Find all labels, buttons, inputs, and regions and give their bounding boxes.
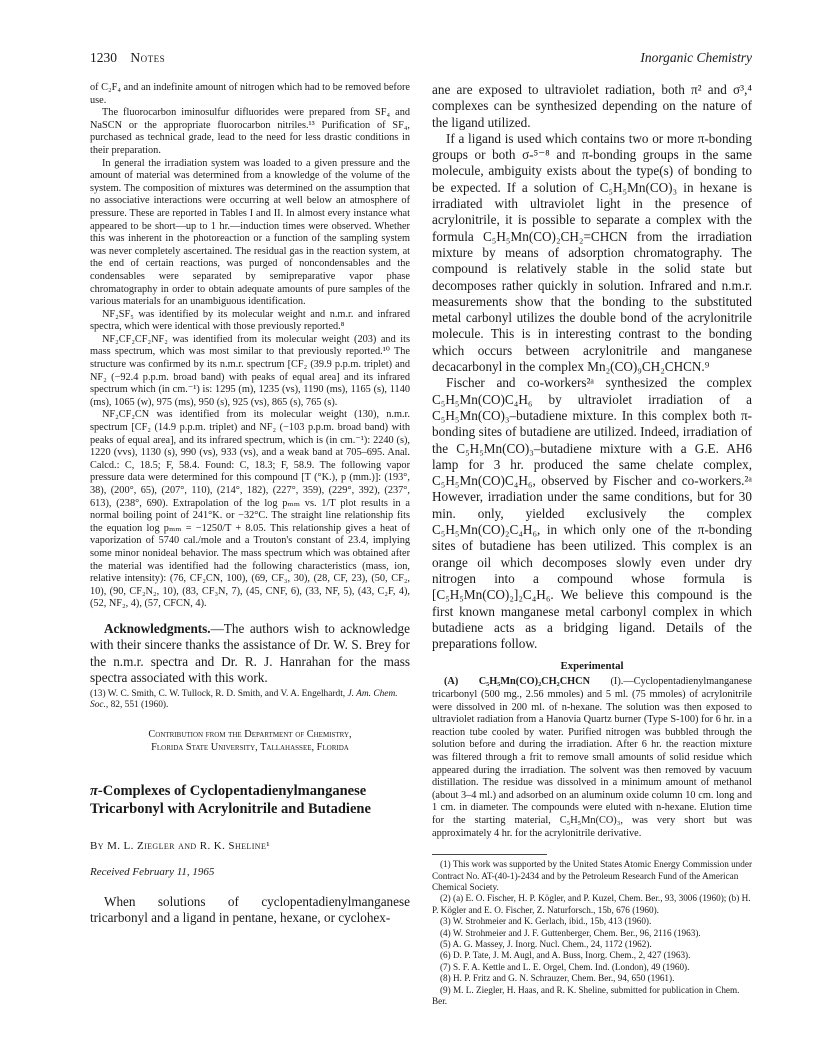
acknowledgments	[90, 621, 410, 686]
article-title	[90, 782, 410, 818]
acknowledgments-label: Acknowledgments.	[104, 620, 211, 636]
paragraph: of C₂F₄ and an indefinite amount of nitrogen which had to be removed before use.	[90, 82, 410, 106]
paragraph: NF₂CF₂CN was identified from its molecular weight (130), n.m.r. spectrum [CF₂ (14.9 p.p.m. triplet) and NF₂ (−103 p.p.m. broad band) with peaks of equal area], and its infrared spectrum, which is (in cm.⁻¹): 2240 (s), 1220 (vvs), 1130 (s), 990 (vs), 933 (vs), and a weak band at 705–695. Anal. Calcd.: C, 18.5; F, 58.4. Found: C, 18.3; F, 58.9. The following vapor pressure data were determined for this compound [T (°K.), p (mm.)]: (193°, 38), (200°, 65), (207°, 110), (214°, 182), (227°, 359), (229°, 392), (237°, 613), (238°, 690). Extrapolation of the log pₘₘ vs. 1/T plot results in a normal boiling point of 241°K. or −32°C. The straight line relationship fits the equation log pₘₘ = −1250/T + 8.05. This relationship gives a heat of vaporization of 5740 cal./mole and a Trouton's constant of 23.4, implying some minor nonideal behavior. The mass spectrum which was obtained after the material was identified had the following characteristics (mass, ion, relative intensity): (76, CF₂CN, 100), (69, CF₃, 30), (28, CF, 23), (50, CF₂, 10), (90, CF₂N₂, 10), (83, CF₃N, 7), (45, CNF, 6), (33, NF, 5), (43, C₂F, 4), (52, NF₂, 4), (57, CFCN, 4).	[90, 409, 410, 610]
paragraph: Fischer and co-workers²ᵃ synthesized the complex C₅H₅Mn(CO)C₄H₆ by ultraviolet irradiation of a C₅H₅Mn(CO)₃–butadiene mixture. In this complex both π-bonding sites of butadiene are utilized. Indeed, irradiation of the C₅H₅Mn(CO)₃–butadiene mixture with a G.E. AH6 lamp for 3 hr. produced the same chelate complex, C₅H₅Mn(CO)C₄H₆, observed by Fischer and co-workers.²ᵃ However, irradiation under the same conditions, but for 30 min. only, yielded exclusively the complex C₅H₅Mn(CO)₂C₄H₆, in which only one of the π-bonding sites of butadiene has been utilized. This complex is an orange oil which decomposes slowly even under dry nitrogen into a compound whose formula is [C₅H₅Mn(CO)₂]₂C₄H₆. We believe this compound is the first known manganese metal carbonyl complex in which butadiene acts as a bridging ligand. Details of the preparations follow.	[432, 375, 752, 652]
paragraph: If a ligand is used which contains two or more π-bonding groups or both σ-⁵⁻⁸ and π-bonding groups in the same molecule, ambiguity exists about the type(s) of bonding to be expected. If a solution of C₅H₅Mn(CO)₃ in hexane is irradiated with ultraviolet light in the presence of acrylonitrile, it is possible to separate a complex with the formula C₅H₅Mn(CO)₂CH₂=CHCN from the irradiation mixture by means of adsorption chromatography. The compound is relatively stable in the solid state but decomposes rather quickly in solution. Infrared and n.m.r. measurements show that the bonding to the substituted metal carbonyl utilizes the double bond of the acrylonitrile molecule. This is in interesting contrast to the bonding which occurs between acrylonitrile and manganese decacarbonyl in the complex Mn₂(CO)₉CH₂CHCN.⁹	[432, 130, 752, 375]
page-number: 1230	[90, 50, 117, 65]
footnote: (7) S. F. A. Kettle and L. E. Orgel, Chem. Ind. (London), 49 (1960).	[440, 961, 690, 972]
footnote: (8) H. P. Fritz and G. N. Schrauzer, Chem. Ber., 94, 650 (1961).	[440, 973, 675, 984]
paragraph: ane are exposed to ultraviolet radiation, both π² and σ³,⁴ complexes can be synthesized depending on the nature of the ligand utilized.	[432, 82, 752, 130]
footnote-13-ref: 82, 551 (1960).	[110, 700, 169, 711]
contribution-line: Contribution from the Department of Chemistry,	[148, 728, 352, 740]
footnote: (4) W. Strohmeier and J. F. Guttenberger, Chem. Ber., 96, 2116 (1963).	[440, 927, 701, 938]
footnote: (3) W. Strohmeier and K. Gerlach, ibid., 15b, 413 (1960).	[440, 916, 652, 927]
acknowledgments-text: —The authors wish to acknowledge with their sincere thanks the assistance of Dr. W. S. Brey for the n.m.r. spectra and Dr. R. J. Hanrahan for the mass spectra associated with this work.	[90, 620, 410, 685]
contribution-affiliation	[90, 728, 410, 754]
paragraph: In general the irradiation system was loaded to a given pressure and the amount of material was determined from a knowledge of the volume of the system. The composition of mixtures was determined on the assumption that no associative interactions were occurring at well below an atmosphere of pressure. These are reported in Tables I and II. In almost every instance what appeared to be short—up to 1 hr.—induction times were observed. Whether this was inherent in the photoreaction or a function of the sampling system was never completely ascertained. The residual gas in the reaction system, at the end of certain reactions, was purged of noncondensables and the condensables were separated by semipreparative vapor phase chromatography in order to obtain adequate amounts of pure samples of the various materials for an unambiguous identification.	[90, 157, 410, 308]
paragraph: The fluorocarbon iminosulfur difluorides were prepared from SF₄ and NaSCN or the appropriate fluorocarbon nitriles.¹³ Purification of SF₄, purchased as technical grade, lead to the need for less drastic conditions in their preparation.	[90, 107, 410, 156]
experimental-compound-label: (A) C₅H₅Mn(CO)₂CH₂CHCN	[444, 676, 591, 688]
footnotes	[432, 859, 752, 1007]
running-head-left	[90, 50, 165, 66]
contribution-line: Florida State University, Tallahassee, Florida	[151, 741, 349, 753]
section-name: Notes	[130, 50, 166, 65]
left-body-text	[90, 82, 410, 611]
left-column	[90, 82, 410, 1036]
footnote: (5) A. G. Massey, J. Inorg. Nucl. Chem., 24, 1172 (1962).	[440, 938, 652, 949]
running-head	[90, 50, 752, 68]
footnote-13-text: (13) W. C. Smith, C. W. Tullock, R. D. Smith, and V. A. Engelhardt,	[90, 689, 346, 700]
footnote: (6) D. P. Tate, J. M. Augl, and A. Buss, Inorg. Chem., 2, 427 (1963).	[440, 950, 691, 961]
right-column	[432, 82, 752, 1036]
experimental-section	[432, 676, 752, 840]
article-title-pi: π	[90, 782, 98, 799]
intro-text	[90, 894, 410, 927]
footnote: (1) This work was supported by the United States Atomic Energy Commission under Contract No. AT-(40-1)-2434 and by the Petroleum Research Fund of the American Chemical Society.	[432, 859, 752, 892]
right-body-text	[432, 82, 752, 652]
footnote-divider	[432, 854, 547, 855]
footnote-13	[90, 689, 410, 711]
paragraph: NF₂SF₅ was identified by its molecular weight and n.m.r. and infrared spectra, which were identical with those previously reported.⁸	[90, 308, 410, 333]
paragraph: When solutions of cyclopentadienylmanganese tricarbonyl and a ligand in pentane, hexane, or cyclohex-	[90, 893, 410, 925]
journal-name: Inorganic Chemistry	[640, 50, 752, 65]
footnote: (2) (a) E. O. Fischer, H. P. Kögler, and P. Kuzel, Chem. Ber., 93, 3006 (1960); (b) H. P. Kögler and E. O. Fischer, Z. Naturforsch., 15b, 676 (1960).	[432, 893, 751, 915]
paragraph: NF₂CF₂CF₂NF₂ was identified from its molecular weight (203) and its mass spectrum, which was most similar to that previously reported.¹⁰ The structure was confirmed by its n.m.r. spectrum [CF₂ (39.9 p.p.m. triplet) and NF₂ (−92.4 p.p.m. broad band) with peaks of equal area] and its infrared spectrum which (in cm.⁻¹) is: 1295 (m), 1235 (vs), 1190 (ms), 1165 (s), 1140 (ms), 1065 (w), 975 (ms), 950 (s), 925 (vs), 865 (s), 765 (s).	[90, 333, 410, 408]
article-title-text: -Complexes of Cyclopentadienylmanganese Tricarbonyl with Acrylonitrile and Butadiene	[90, 782, 371, 817]
footnote-13-journal: J. Am. Chem. Soc.,	[90, 689, 398, 711]
received-date: Received February 11, 1965	[90, 865, 215, 878]
experimental-heading: Experimental	[560, 660, 624, 673]
experimental-text: (I).—Cyclopentadienylmanganese tricarbonyl (500 mg., 2.56 mmoles) and 5 ml. (75 mmoles) of acrylonitrile were dissolved in 200 ml. of n-hexane. The solution was then exposed to ultraviolet radiation from a Hanovia Quartz burner (Type S-100) for 6 hr. in a reaction tube cooled by water. Purified nitrogen was bubbled through the solution before and during the irradiation. After 6 hr. the reaction mixture was filtered through a frit to remove small amounts of solid residue which appeared during the irradiation. The solvent was then removed by vacuum distillation. The residue was dissolved in a minimum amount of methanol (about 3–4 ml.) and adsorbed on an aluminum oxide column 10 cm. long and 1 cm. in diameter. The compounds were eluted with n-hexane. Elution time for the starting material, C₅H₅Mn(CO)₃, was very short but was approximately 4 hr. for the acrylonitrile derivative.	[432, 676, 752, 839]
authors: By M. L. Ziegler and R. K. Sheline¹	[90, 839, 270, 852]
footnote: (9) M. L. Ziegler, H. Haas, and R. K. Sheline, submitted for publication in Chem. Ber.	[432, 984, 740, 1006]
